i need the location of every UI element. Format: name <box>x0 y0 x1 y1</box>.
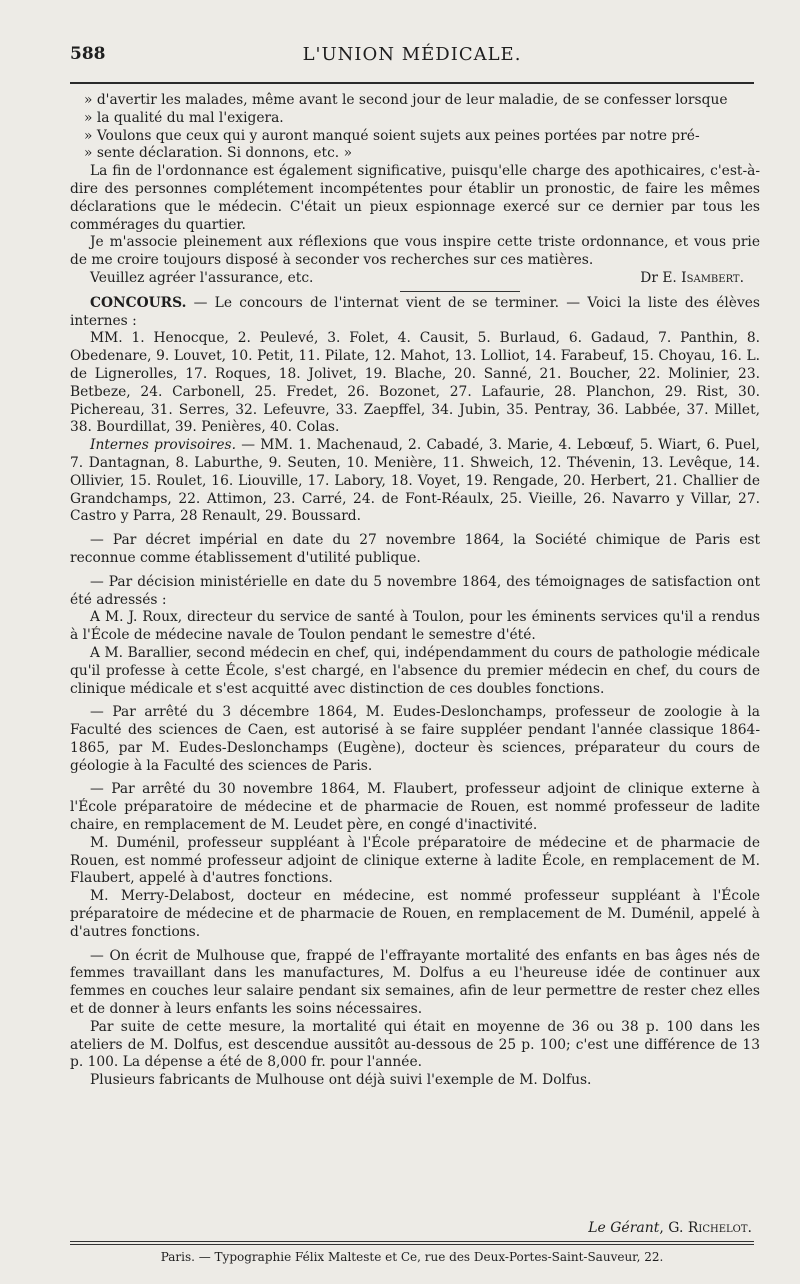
quote-line: » Voulons que ceux qui y auront manqué soient sujets aux peines portées par notre pré- <box>84 127 700 144</box>
concours-intro: — Le concours de l'internat vient de se terminer. — Voici la liste des élèves internes : <box>70 294 760 329</box>
letter-paragraph: La fin de l'ordonnance est également significative, puisqu'elle charge des apothicaires, c'est-à-dire des personnes complétement incompétentes pour établir un pronostic, de faire les mêmes déclarations que le médecin. C'était un pieux espionnage exercé sur ce dernier par tous les commérages du quartier. <box>70 163 760 233</box>
provisoires-paragraph <box>70 437 760 526</box>
concours-heading: CONCOURS. <box>90 294 187 311</box>
section-rule <box>400 291 520 292</box>
news-item: M. Merry-Delabost, docteur en médecine, est nommé professeur suppléant à l'École préparatoire de médecine et de pharmacie de Rouen, en remplacement de M. Duménil, appelé à d'autres fonctions. <box>70 888 760 940</box>
provisoires-label: Internes provisoires. <box>90 437 236 454</box>
quote-line: » d'avertir les malades, même avant le second jour de leur maladie, de se confesser lorsque <box>84 92 728 108</box>
letter-paragraph: Je m'associe pleinement aux réflexions que vous inspire cette triste ordonnance, et vous prie de me croire toujours disposé à seconder vos recherches sur ces matières. <box>70 234 760 269</box>
quote-line: » sente déclaration. Si donnons, etc. » <box>84 145 353 162</box>
footer-rule <box>70 1241 754 1245</box>
gerant-name: , G. Richelot. <box>659 1220 752 1236</box>
page-number: 588 <box>70 44 106 64</box>
news-item: — Par arrêté du 3 décembre 1864, M. Eudes-Deslonchamps, professeur de zoologie à la Faculté des sciences de Caen, est autorisé à se faire suppléer pendant l'année classique 1864-1865, par M. Eudes-Deslonchamps (Eugène), docteur ès sciences, préparateur du cours de géologie à la Faculté des sciences de Paris. <box>70 704 760 774</box>
printer-imprint: Paris. — Typographie Félix Malteste et Ce, rue des Deux-Portes-Saint-Sauveur, 22. <box>160 1250 664 1264</box>
news-item: Plusieurs fabricants de Mulhouse ont déjà suivi l'exemple de M. Dolfus. <box>90 1072 592 1089</box>
gerant-label: Le Gérant <box>588 1220 660 1236</box>
page-body <box>70 92 760 1090</box>
quote-line: » la qualité du mal l'exigera. <box>84 109 284 126</box>
news-item: — Par décret impérial en date du 27 novembre 1864, la Société chimique de Paris est reconnue comme établissement d'utilité publique. <box>70 532 760 566</box>
internes-list: MM. 1. Henocque, 2. Peulevé, 3. Folet, 4. Causit, 5. Burlaud, 6. Gadaud, 7. Panthin, 8. Obedenare, 9. Louvet, 10. Petit, 11. Pilate, 12. Mahot, 13. Lolliot, 14. Farabeuf, 15. Choyau, 16. L. de Lignerolles, 17. Roques, 18. Jolivet, 19. Blache, 20. Sanné, 21. Boucher, 22. Molinier, 23. Betbeze, 24. Carbonell, 25. Fredet, 26. Bozonet, 27. Lafaurie, 28. Planchon, 29. Rist, 30. Pichereau, 31. Serres, 32. Lefeuvre, 33. Zaepffel, 34. Jubin, 35. Pentray, 36. Labbée, 37. Millet, 38. Bourdillat, 39. Penières, 40. Colas. <box>70 330 760 436</box>
concours-paragraph <box>70 295 760 331</box>
running-title: L'UNION MÉDICALE. <box>302 44 522 65</box>
signature-prefix: Dr E. <box>640 269 682 286</box>
header-rule <box>70 82 754 84</box>
news-item: A M. Barallier, second médecin en chef, qui, indépendamment du cours de pathologie médicale qu'il professe à cette École, s'est chargé, en l'absence du premier médecin en chef, du cours de clinique médicale et s'est acquitté avec distinction de ces doubles fonctions. <box>70 644 760 697</box>
news-item: — Par arrêté du 30 novembre 1864, M. Flaubert, professeur adjoint de clinique externe à l'École préparatoire de médecine et de pharmacie de Rouen, est nommé professeur de ladite chaire, en remplacement de M. Leudet père, en congé d'inactivité. <box>70 781 760 834</box>
news-item: A M. J. Roux, directeur du service de santé à Toulon, pour les éminents services qu'il a rendus à l'École de médecine navale de Toulon pendant le semestre d'été. <box>70 609 760 644</box>
signature-name: Isambert. <box>681 269 744 286</box>
page-header <box>70 42 754 72</box>
news-item: M. Duménil, professeur suppléant à l'École préparatoire de médecine et de pharmacie de Rouen, est nommé professeur adjoint de clinique externe à ladite École, en remplacement de M. Flaubert, appelé à d'autres fonctions. <box>70 834 760 887</box>
news-item: — Par décision ministérielle en date du 5 novembre 1864, des témoignages de satisfaction ont été adressés : <box>70 573 760 608</box>
gerant-signature <box>588 1220 752 1236</box>
provisoires-list: — MM. 1. Machenaud, 2. Cabadé, 3. Marie, 4. Lebœuf, 5. Wiart, 6. Puel, 7. Dantagnan, 8. Laburthe, 9. Seuten, 10. Menière, 11. Shweich, 12. Thévenin, 13. Levêque, 14. Ollivier, 15. Roulet, 16. Liouville, 17. Labory, 18. Voyet, 19. Rengade, 20. Herbert, 21. Challier de Grandchamps, 22. Attimon, 23. Carré, 24. de Font-Réaulx, 25. Vieille, 26. Navarro y Villar, 27. Castro y Parra, 28 Renault, 29. Boussard. <box>70 437 760 525</box>
closing-formula: Veuillez agréer l'assurance, etc. <box>90 269 314 286</box>
news-item: — On écrit de Mulhouse que, frappé de l'effrayante mortalité des enfants en bas âges nés de femmes travaillant dans les manufactures, M. Dolfus a eu l'heureuse idée de continuer aux femmes en couches leur salaire pendant six semaines, afin de leur permettre de rester chez elles et de donner à leurs enfants les soins nécessaires. <box>70 947 760 1018</box>
letter-signature <box>70 270 760 288</box>
news-item: Par suite de cette mesure, la mortalité qui était en moyenne de 36 ou 38 p. 100 dans les ateliers de M. Dolfus, est descendue aussitôt au-dessous de 25 p. 100; c'est une différence de 13 p. 100. La dépense a été de 8,000 fr. pour l'année. <box>70 1018 760 1071</box>
